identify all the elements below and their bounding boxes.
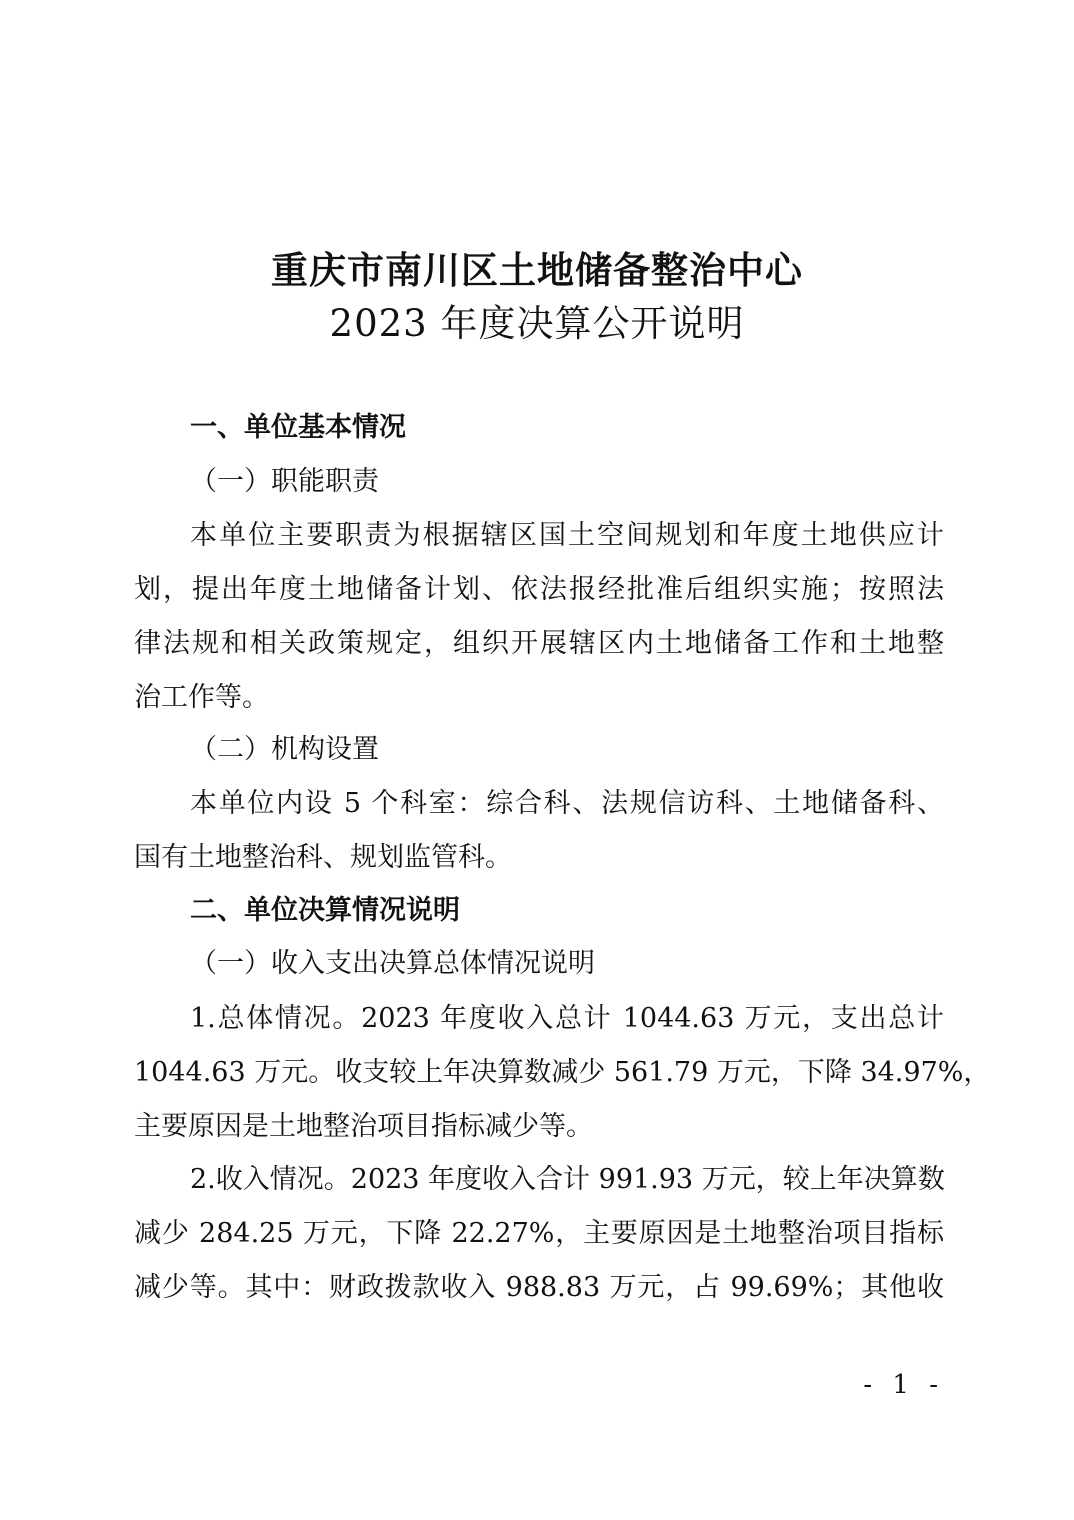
- text-line: 减少 284.25 万元，下降 22.27%，主要原因是土地整治项目指标: [134, 1218, 944, 1249]
- text-line: 主要原因是土地整治项目指标减少等。: [134, 1111, 593, 1142]
- text-line: 1.总体情况。2023 年度收入总计 1044.63 万元，支出总计: [190, 1003, 944, 1034]
- doc-title-line1: 重庆市南川区土地储备整治中心: [271, 248, 803, 292]
- text-line: 国有土地整治科、规划监管科。: [134, 842, 512, 873]
- section-1-sub-1: （一）职能职责: [190, 466, 379, 497]
- section-2-sub-1: （一）收入支出决算总体情况说明: [190, 948, 595, 979]
- text-line: 律法规和相关政策规定，组织开展辖区内土地储备工作和土地整: [134, 628, 944, 659]
- page-number: - 1 -: [863, 1370, 944, 1400]
- text-line: 2.收入情况。2023 年度收入合计 991.93 万元，较上年决算数: [190, 1164, 945, 1195]
- section-2-paragraph-1: [134, 992, 991, 1154]
- section-1-paragraph-1: [134, 509, 944, 725]
- text-line: 治工作等。: [134, 682, 269, 713]
- doc-title-line2: 2023 年度决算公开说明: [329, 302, 745, 345]
- text-line: 本单位主要职责为根据辖区国土空间规划和年度土地供应计: [190, 520, 944, 551]
- text-line: 减少等。其中：财政拨款收入 988.83 万元，占 99.69%；其他收: [134, 1272, 944, 1303]
- text-line: 1044.63 万元。收支较上年决算数减少 561.79 万元，下降 34.97%，: [134, 1057, 991, 1088]
- section-1-heading: 一、单位基本情况: [190, 412, 406, 443]
- text-line: 划，提出年度土地储备计划、依法报经批准后组织实施；按照法: [134, 574, 944, 605]
- section-1-paragraph-2: [134, 777, 944, 885]
- section-2-paragraph-2: [134, 1153, 944, 1315]
- text-line: 本单位内设 5 个科室：综合科、法规信访科、土地储备科、: [190, 788, 944, 819]
- section-2-heading: 二、单位决算情况说明: [190, 895, 460, 926]
- section-1-sub-2: （二）机构设置: [190, 734, 379, 765]
